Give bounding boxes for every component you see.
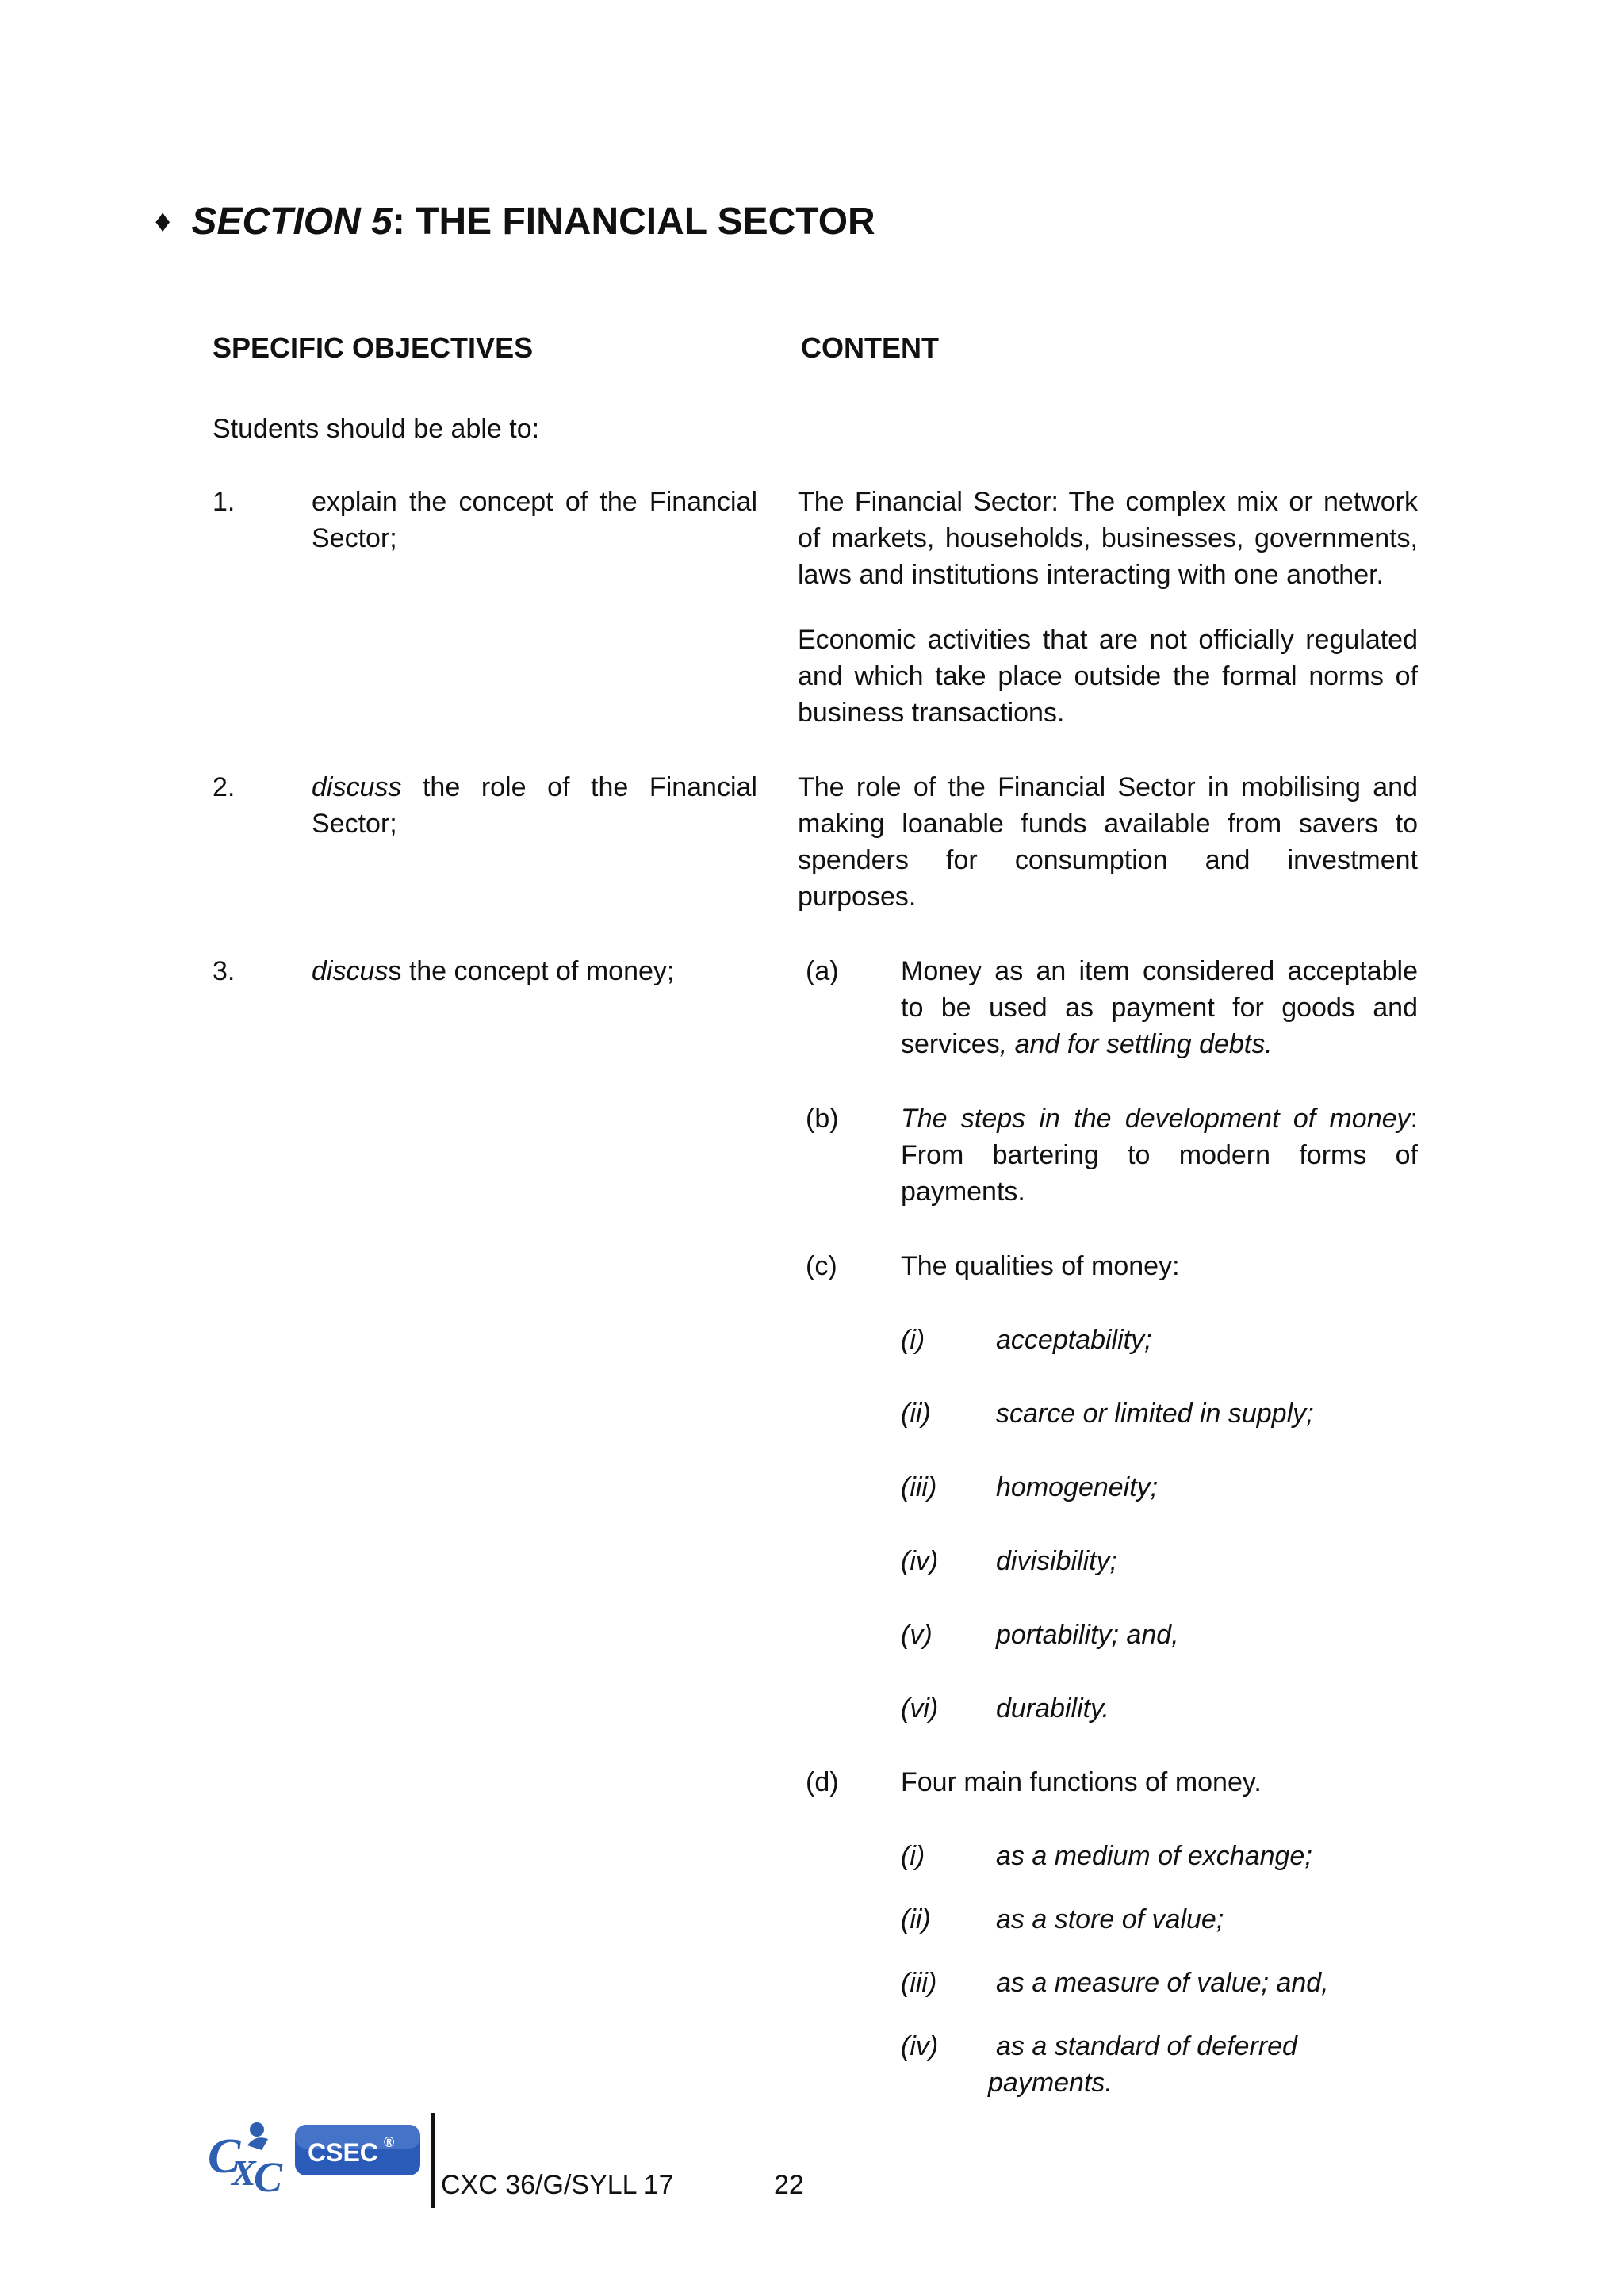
logo-figure-head-icon (250, 2122, 264, 2137)
logo-letter-c2: C (254, 2153, 283, 2195)
content-item-label: (a) (806, 956, 839, 986)
list-item-number: (iv) (901, 2031, 939, 2061)
csec-badge-text: CSEC (308, 2138, 378, 2167)
objective-text: discuss the role of the Financial Sector; (312, 772, 757, 839)
diamond-bullet-icon: ♦ (155, 204, 171, 239)
logo-figure-body-icon (247, 2137, 268, 2150)
list-item-number: (iii) (901, 1472, 937, 1502)
objective-number: 3. (213, 956, 236, 986)
intro-text: Students should be able to: (213, 414, 540, 444)
logo-letter-c: C (208, 2130, 241, 2183)
cxc-csec-logo (208, 2115, 422, 2195)
content-paragraph: Economic activities that are not officially regulated and which take place outside the formal norms of business transactions. (798, 625, 1418, 728)
objective-number: 1. (213, 487, 236, 517)
list-item: homogeneity; (996, 1472, 1159, 1502)
cxc-logo-icon (208, 2115, 422, 2195)
list-item-number: (ii) (901, 1904, 931, 1934)
objective-text: discuss the concept of money; (312, 956, 675, 986)
list-item-number: (iv) (901, 1546, 939, 1576)
list-item-number: (v) (901, 1620, 933, 1650)
content-item-label: (d) (806, 1767, 839, 1797)
registered-mark: ® (384, 2134, 395, 2150)
list-item: durability. (996, 1693, 1109, 1724)
list-item: as a medium of exchange; (996, 1841, 1312, 1871)
logo-letter-x: X (232, 2152, 256, 2193)
content-item-label: (b) (806, 1104, 839, 1134)
content-item-text: The qualities of money: (901, 1251, 1180, 1281)
content-item-text: Four main functions of money. (901, 1767, 1262, 1797)
page-number: 22 (774, 2170, 804, 2200)
content-item-text: Money as an item considered acceptable to be used as payment for goods and services, and for settling debts. (901, 956, 1418, 1059)
list-item: scarce or limited in supply; (996, 1399, 1314, 1429)
list-item-continuation: payments. (988, 2068, 1113, 2098)
list-item: portability; and, (996, 1620, 1179, 1650)
list-item-number: (vi) (901, 1693, 939, 1724)
document-code: CXC 36/G/SYLL 17 (441, 2170, 674, 2200)
list-item-number: (iii) (901, 1968, 937, 1998)
content-item-text: The steps in the development of money: From bartering to modern forms of payments. (901, 1104, 1418, 1207)
list-item: divisibility; (996, 1546, 1118, 1576)
list-item-number: (i) (901, 1841, 925, 1871)
content-header: CONTENT (801, 331, 939, 364)
list-item-number: (i) (901, 1325, 925, 1355)
section-title: ♦ SECTION 5: THE FINANCIAL SECTOR (155, 201, 875, 243)
list-item: as a measure of value; and, (996, 1968, 1329, 1998)
content-paragraph: The Financial Sector: The complex mix or network of markets, households, businesses, governments, laws and institutions interacting with one another. (798, 487, 1418, 590)
footer-divider (431, 2113, 435, 2208)
list-item: as a standard of deferred (996, 2031, 1297, 2061)
list-item: as a store of value; (996, 1904, 1224, 1934)
content-paragraph: The role of the Financial Sector in mobilising and making loanable funds available from savers to spenders for consumption and investment purposes. (798, 772, 1418, 912)
list-item: acceptability; (996, 1325, 1152, 1355)
objectives-header: SPECIFIC OBJECTIVES (213, 331, 534, 364)
objective-text: explain the concept of the Financial Sector; (312, 487, 757, 553)
list-item-number: (ii) (901, 1399, 931, 1429)
objective-number: 2. (213, 772, 236, 802)
content-item-label: (c) (806, 1251, 837, 1281)
